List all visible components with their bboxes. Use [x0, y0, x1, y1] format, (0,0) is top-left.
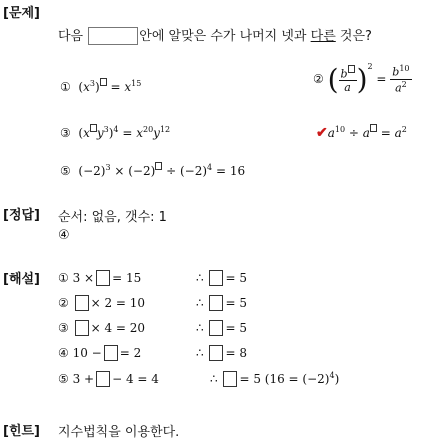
choice-1: ① $(x^3) = x^{15}$ — [60, 79, 142, 94]
explanation-row-1-result: ∴ = 5 — [196, 271, 247, 285]
problem-stem — [58, 25, 372, 45]
check-mark-icon: ✔ — [316, 125, 328, 141]
hint-label: [힌트] — [3, 424, 40, 439]
stem-after: 안에 알맞은 수가 나머지 넷과 — [139, 29, 307, 44]
explanation-label: [해설] — [3, 272, 40, 287]
stem-before: 다음 — [58, 29, 84, 44]
answer-label: [정답] — [3, 208, 40, 223]
hint-text: 지수법칙을 이용한다. — [58, 425, 180, 440]
stem-underlined: 다른 — [310, 29, 336, 44]
explanation-row-4: ④ 10 − = 2 — [58, 346, 142, 360]
explanation-row-5: ⑤ 3 + − 4 = 4 — [58, 372, 159, 386]
choice-2-number: ② — [313, 72, 324, 86]
choice-2: ② ( $\frac{b}{a}$ )$^2$ = $\frac{b^{10}}{a^2}$ — [313, 62, 410, 96]
explanation-row-4-result: ∴ = 8 — [196, 346, 247, 360]
problem-label: [문제] — [3, 6, 40, 21]
answer-line-1: 순서: 없음, 갯수: 1 — [58, 210, 167, 225]
explanation-row-2: ② × 2 = 10 — [58, 296, 146, 310]
choice-4: $✔a^{10} \div a = a^2$ — [316, 125, 407, 141]
answer-blank — [88, 27, 138, 45]
explanation-row-3: ③ × 4 = 20 — [58, 321, 146, 335]
explanation-row-3-result: ∴ = 5 — [196, 321, 247, 335]
choice-5: ⑤ $(-2)^3 \times (-2) \div (-2)^4 = 16$ — [60, 163, 246, 178]
explanation-row-1: ① 3 × = 15 — [58, 271, 142, 285]
choice-5-number: ⑤ — [60, 164, 71, 178]
stem-end: 것은? — [339, 29, 372, 44]
explanation-row-5-result: ∴ = 5 $(16 = (-2)^4)$ — [210, 371, 340, 386]
explanation-row-2-result: ∴ = 5 — [196, 296, 247, 310]
choice-3: ③ (x $y^3)^4 = x^{20}y^{12}$ — [60, 125, 171, 140]
choice-1-number: ① — [60, 80, 71, 94]
answer-line-2: ④ — [58, 228, 70, 243]
choice-3-number: ③ — [60, 126, 71, 140]
